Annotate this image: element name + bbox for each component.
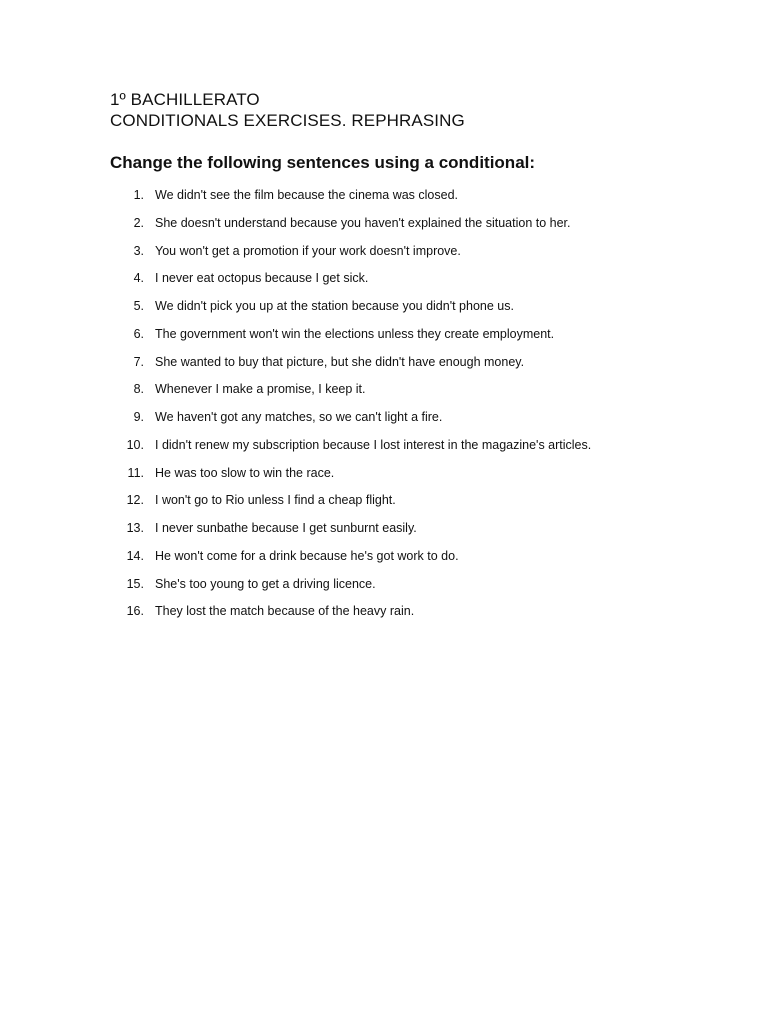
exercise-item — [0, 574, 768, 602]
exercise-sentence: I never eat octopus because I get sick. — [155, 271, 369, 286]
exercise-sentence: We didn't see the film because the cinema was closed. — [155, 188, 459, 202]
worksheet-title: CONDITIONALS EXERCISES. REPHRASING — [110, 111, 465, 130]
exercise-item — [0, 241, 768, 269]
exercise-sentence: We didn't pick you up at the station because you didn't phone us. — [155, 299, 514, 313]
exercise-number: 14. — [126, 548, 144, 563]
exercise-sentence: He won't come for a drink because he's got work to do. — [155, 548, 459, 563]
exercise-item — [0, 296, 768, 324]
exercise-list — [0, 185, 768, 629]
exercise-number: 9. — [133, 410, 144, 424]
exercise-item — [0, 268, 768, 296]
exercise-item — [0, 185, 768, 213]
exercise-item — [0, 601, 768, 629]
course-title: 1º BACHILLERATO — [110, 90, 260, 109]
exercise-item — [0, 435, 768, 463]
exercise-item — [0, 490, 768, 518]
exercise-number: 12. — [126, 493, 144, 508]
exercise-number: 15. — [126, 576, 144, 591]
exercise-sentence: You won't get a promotion if your work doesn't improve. — [155, 243, 461, 258]
exercise-sentence: I didn't renew my subscription because I lost interest in the magazine's articles. — [155, 437, 592, 452]
exercise-sentence: They lost the match because of the heavy rain. — [155, 604, 415, 619]
instruction-heading: Change the following sentences using a conditional: — [110, 153, 536, 172]
exercise-item — [0, 379, 768, 407]
exercise-sentence: He was too slow to win the race. — [155, 465, 335, 480]
exercise-number: 7. — [133, 354, 144, 369]
exercise-number: 1. — [133, 188, 144, 202]
exercise-item — [0, 518, 768, 546]
exercise-number: 16. — [126, 604, 144, 619]
exercise-sentence: She doesn't understand because you haven't explained the situation to her. — [155, 215, 571, 230]
exercise-number: 6. — [133, 326, 144, 341]
exercise-sentence: She's too young to get a driving licence. — [155, 576, 376, 591]
exercise-number: 3. — [133, 243, 144, 258]
exercise-number: 13. — [126, 521, 144, 535]
exercise-sentence: The government won't win the elections unless they create employment. — [155, 326, 555, 341]
exercise-number: 2. — [133, 215, 144, 230]
exercise-sentence: I won't go to Rio unless I find a cheap flight. — [155, 493, 396, 508]
exercise-number: 8. — [133, 382, 144, 397]
exercise-number: 11. — [127, 465, 144, 480]
exercise-sentence: We haven't got any matches, so we can't light a fire. — [155, 410, 443, 424]
document-header — [110, 89, 465, 131]
exercise-item — [0, 463, 768, 491]
exercise-item — [0, 352, 768, 380]
exercise-item — [0, 546, 768, 574]
exercise-number: 5. — [133, 299, 144, 313]
exercise-item — [0, 213, 768, 241]
exercise-sentence: I never sunbathe because I get sunburnt easily. — [155, 521, 417, 535]
exercise-number: 10. — [126, 437, 144, 452]
exercise-sentence: Whenever I make a promise, I keep it. — [155, 382, 366, 397]
exercise-number: 4. — [133, 271, 144, 286]
exercise-sentence: She wanted to buy that picture, but she didn't have enough money. — [155, 354, 525, 369]
exercise-item — [0, 407, 768, 435]
exercise-item — [0, 324, 768, 352]
